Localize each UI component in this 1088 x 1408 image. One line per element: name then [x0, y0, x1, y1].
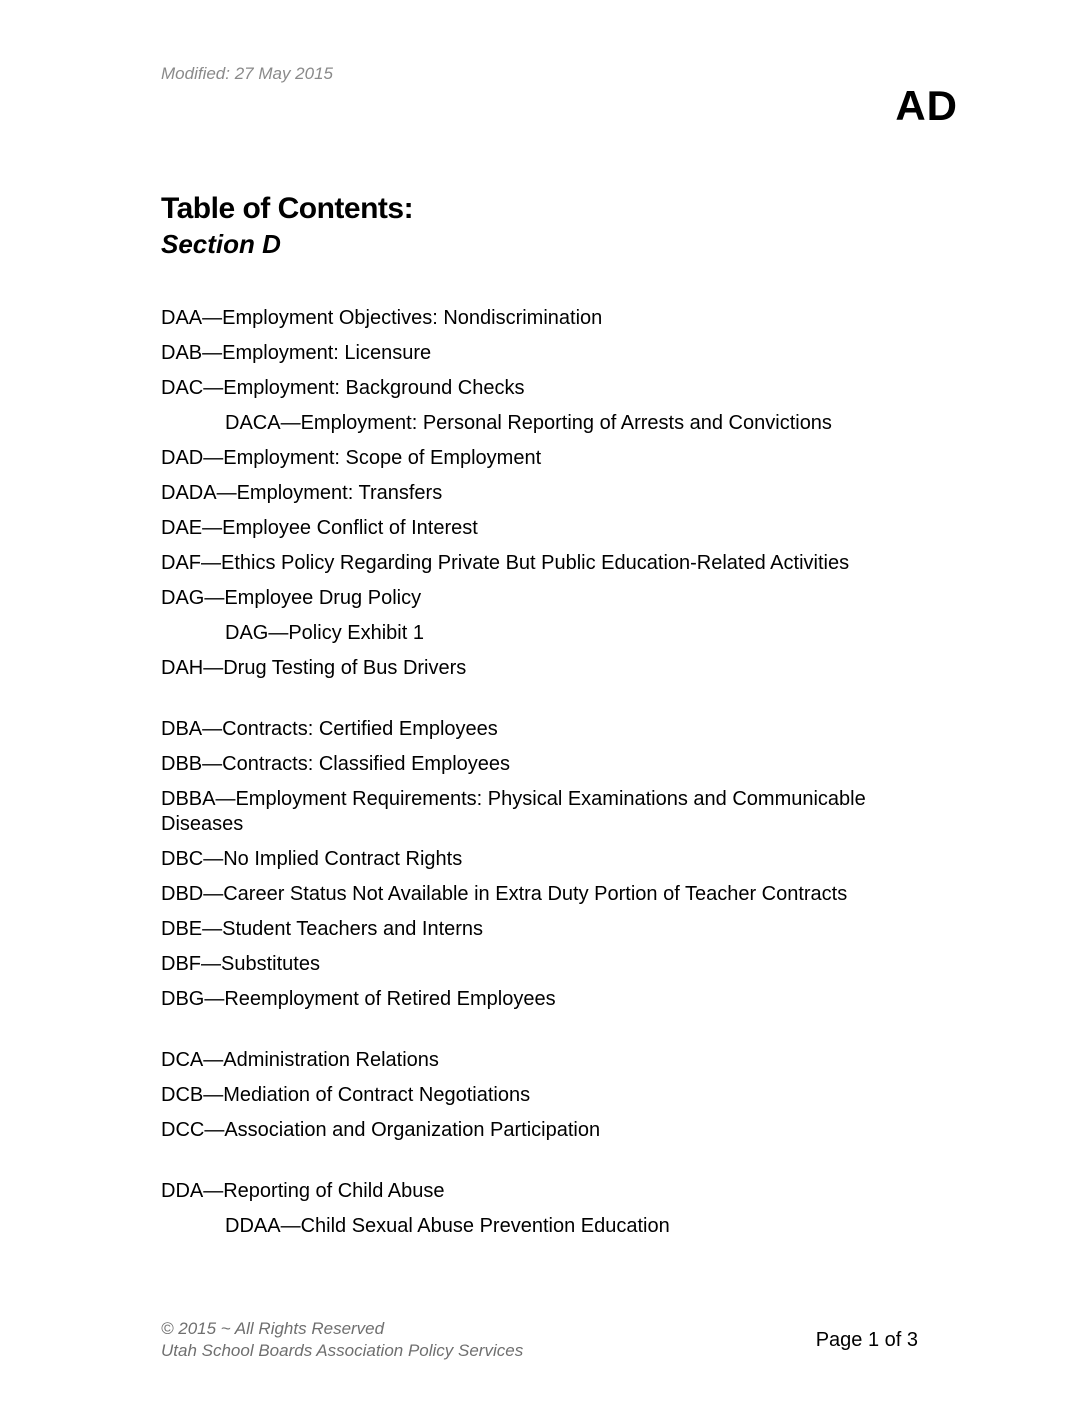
organization-name: Utah School Boards Association Policy Services: [161, 1341, 524, 1360]
toc-entry: DDA—Reporting of Child Abuse: [161, 1180, 445, 1202]
toc-entry: DAD—Employment: Scope of Employment: [161, 447, 542, 469]
toc-group-list: [161, 1048, 941, 1143]
footer-credits: [161, 1318, 523, 1362]
modified-date: Modified: 27 May 2015: [161, 64, 333, 83]
toc-subentry: DDAA—Child Sexual Abuse Prevention Education: [225, 1215, 670, 1237]
toc-entry: DBBA—Employment Requirements: Physical Examinations and Communicable Diseases: [161, 788, 866, 835]
toc-entry: DCA—Administration Relations: [161, 1049, 439, 1071]
toc-entry: DADA—Employment: Transfers: [161, 482, 443, 504]
toc-entry: DAH—Drug Testing of Bus Drivers: [161, 657, 467, 679]
toc-entry: DAA—Employment Objectives: Nondiscrimination: [161, 307, 603, 329]
toc-subentry: DAG—Policy Exhibit 1: [225, 622, 424, 644]
toc-entry: DAC—Employment: Background Checks: [161, 377, 525, 399]
toc-group-list: [161, 306, 941, 681]
toc-entry: DBD—Career Status Not Available in Extra Duty Portion of Teacher Contracts: [161, 883, 848, 905]
section-subtitle: Section D: [161, 229, 281, 259]
toc-entry: DAF—Ethics Policy Regarding Private But Public Education-Related Activities: [161, 552, 850, 574]
toc-entry: DBE—Student Teachers and Interns: [161, 918, 484, 940]
section-code: AD: [895, 82, 958, 129]
toc-entry: DBG—Reemployment of Retired Employees: [161, 988, 556, 1010]
toc-entry: DBC—No Implied Contract Rights: [161, 848, 463, 870]
toc-subentry: DACA—Employment: Personal Reporting of Arrests and Convictions: [225, 412, 832, 434]
toc-group: [161, 1179, 941, 1239]
toc-entry: DAG—Employee Drug Policy: [161, 587, 422, 609]
toc-entry: DAB—Employment: Licensure: [161, 342, 432, 364]
table-of-contents: [161, 306, 941, 1275]
toc-entry: DBA—Contracts: Certified Employees: [161, 718, 498, 740]
copyright-notice: © 2015 ~ All Rights Reserved: [161, 1319, 385, 1338]
toc-entry: DAE—Employee Conflict of Interest: [161, 517, 478, 539]
toc-group-list: [161, 1179, 941, 1239]
toc-entry: DCC—Association and Organization Participation: [161, 1119, 601, 1141]
toc-group-list: [161, 717, 941, 1012]
page-title: Table of Contents:: [161, 192, 414, 225]
page-number: Page 1 of 3: [815, 1329, 918, 1351]
toc-entry: DBB—Contracts: Classified Employees: [161, 753, 511, 775]
toc-group: [161, 1048, 941, 1143]
toc-entry: DCB—Mediation of Contract Negotiations: [161, 1084, 531, 1106]
toc-group: [161, 306, 941, 681]
toc-group: [161, 717, 941, 1012]
toc-entry: DBF—Substitutes: [161, 953, 320, 975]
